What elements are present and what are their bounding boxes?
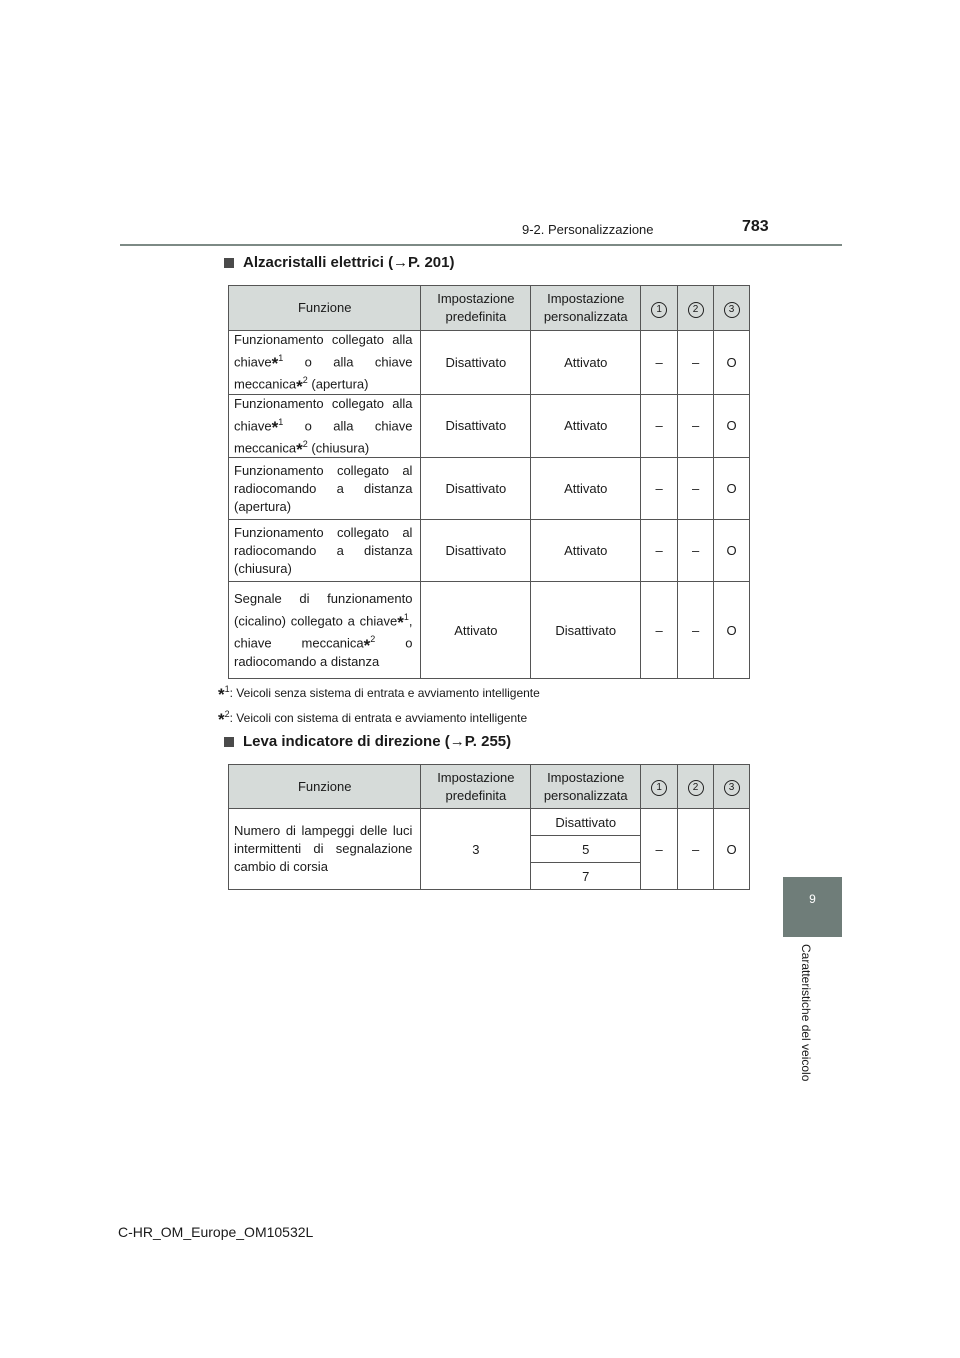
col3-cell: O	[714, 582, 750, 679]
function-cell: Funzionamento collegato alla chiave*$^1$ o alla chiave meccanica*$^2$ (chiusura)	[229, 394, 421, 458]
custom-cell: 5	[531, 836, 641, 863]
default-cell: Attivato	[421, 582, 531, 679]
col2-cell: –	[678, 458, 714, 520]
circled-number-1: 1	[651, 302, 667, 318]
footnote-text: : Veicoli senza sistema di entrata e avviamento intelligente	[229, 686, 540, 700]
footnote-text: : Veicoli con sistema di entrata e avviamento intelligente	[229, 711, 528, 725]
circled-number-2: 2	[688, 302, 704, 318]
col-header-custom: Impostazione personalizzata	[531, 286, 641, 331]
circled-number-2: 2	[688, 780, 704, 796]
col-header-custom: Impostazione personalizzata	[531, 765, 641, 809]
col-header-default: Impostazione predefinita	[421, 286, 531, 331]
page-number: 783	[742, 218, 769, 235]
col3-cell: O	[714, 458, 750, 520]
default-cell: Disattivato	[421, 458, 531, 520]
col3-cell: O	[714, 520, 750, 582]
col2-cell: –	[678, 582, 714, 679]
chapter-tab: 9	[783, 877, 842, 937]
default-cell: 3	[421, 809, 531, 890]
table-row	[229, 520, 750, 582]
custom-cell: Disattivato	[531, 809, 641, 836]
table-row	[229, 458, 750, 520]
col-header-1	[641, 286, 678, 331]
col-header-3	[714, 765, 750, 809]
table-row	[229, 331, 750, 395]
col1-cell: –	[641, 331, 678, 395]
col1-cell: –	[641, 394, 678, 458]
custom-cell: Attivato	[531, 331, 641, 395]
footnote-mark: *	[218, 710, 225, 729]
default-cell: Disattivato	[421, 394, 531, 458]
col1-cell: –	[641, 582, 678, 679]
default-cell: Disattivato	[421, 331, 531, 395]
function-cell: Segnale di funzionamento (cicalino) collegato a chiave*$^1$, chiave meccanica*$^2$ o radiocomando a distanza	[229, 582, 421, 679]
footnote-number: 1	[224, 684, 230, 694]
custom-cell: Disattivato	[531, 582, 641, 679]
col2-cell: –	[678, 520, 714, 582]
col-header-3	[714, 286, 750, 331]
circled-number-3: 3	[724, 302, 740, 318]
table-row	[229, 582, 750, 679]
footnote-mark: *	[218, 685, 225, 704]
col-header-2	[678, 286, 714, 331]
footnote-number: 2	[224, 709, 230, 719]
col-header-2	[678, 765, 714, 809]
custom-cell: Attivato	[531, 458, 641, 520]
col1-cell: –	[641, 809, 678, 890]
function-cell: Numero di lampeggi delle luci intermittenti di segnalazione cambio di corsia	[229, 809, 421, 890]
col2-cell: –	[678, 394, 714, 458]
function-cell: Funzionamento collegato al radiocomando a distanza (chiusura)	[229, 520, 421, 582]
section-title-text: Alzacristalli elettrici (→P. 201)	[243, 254, 455, 271]
section-title-text: Leva indicatore di direzione (→P. 255)	[243, 733, 512, 750]
col-header-default: Impostazione predefinita	[421, 765, 531, 809]
square-bullet-icon	[224, 258, 234, 268]
col-header-function: Funzione	[229, 765, 421, 809]
col-header-1	[641, 765, 678, 809]
table-row	[229, 809, 750, 836]
section-title-power-windows	[224, 254, 455, 271]
col-header-function: Funzione	[229, 286, 421, 331]
section-title-turn-signal	[224, 733, 511, 750]
col3-cell: O	[714, 394, 750, 458]
col1-cell: –	[641, 520, 678, 582]
default-cell: Disattivato	[421, 520, 531, 582]
power-windows-table	[228, 285, 750, 679]
footnote-2	[218, 707, 527, 727]
function-cell: Funzionamento collegato al radiocomando a distanza (apertura)	[229, 458, 421, 520]
col3-cell: O	[714, 809, 750, 890]
square-bullet-icon	[224, 737, 234, 747]
table-header-row	[229, 765, 750, 809]
header-section: 9-2. Personalizzazione	[522, 222, 654, 237]
header-divider	[120, 244, 842, 246]
circled-number-3: 3	[724, 780, 740, 796]
table-row	[229, 394, 750, 458]
footnote-1	[218, 682, 540, 702]
turn-signal-table	[228, 764, 750, 890]
custom-cell: Attivato	[531, 520, 641, 582]
footer-doc-id: C-HR_OM_Europe_OM10532L	[118, 1224, 314, 1240]
col3-cell: O	[714, 331, 750, 395]
col2-cell: –	[678, 809, 714, 890]
custom-cell: 7	[531, 863, 641, 890]
table-header-row	[229, 286, 750, 331]
circled-number-1: 1	[651, 780, 667, 796]
chapter-tab-label: Caratteristiche del veicolo	[799, 944, 813, 1082]
function-cell: Funzionamento collegato alla chiave*$^1$ o alla chiave meccanica*$^2$ (apertura)	[229, 331, 421, 395]
col2-cell: –	[678, 331, 714, 395]
col1-cell: –	[641, 458, 678, 520]
custom-cell: Attivato	[531, 394, 641, 458]
